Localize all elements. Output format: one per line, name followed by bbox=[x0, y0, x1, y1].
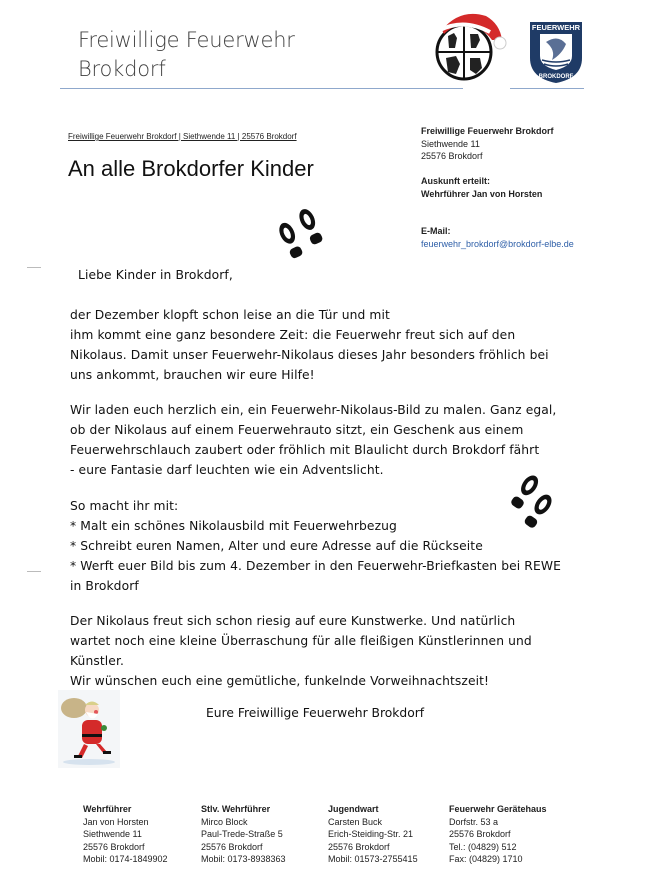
paragraph-line: Wir wünschen euch eine gemütliche, funkelnde Vorweihnachtszeit! bbox=[70, 674, 490, 688]
footer-column-title: Feuerwehr Gerätehaus bbox=[449, 804, 547, 814]
footer-line: 25576 Brokdorf bbox=[83, 841, 145, 852]
santa-illustration-icon bbox=[58, 690, 120, 768]
paragraph-line: Feuerwehrschlauch zaubert oder fröhlich mit Blaulicht durch Brokdorf fährt bbox=[70, 443, 540, 457]
footer-line: Siethwende 11 bbox=[83, 829, 142, 839]
instruction-item: * Malt ein schönes Nikolausbild mit Feuerwehrbezug bbox=[70, 519, 397, 533]
footer-column-title: Jugendwart bbox=[328, 804, 379, 814]
contact-org: Freiwillige Feuerwehr Brokdorf bbox=[421, 126, 554, 136]
brokdorf-coat-of-arms-icon bbox=[528, 20, 584, 84]
contact-email-label: E-Mail: bbox=[421, 226, 451, 236]
instructions-heading: So macht ihr mit: bbox=[70, 499, 179, 513]
organization-name-line1: Freiwillige Feuerwehr bbox=[78, 28, 295, 52]
footer-column-geraetehaus bbox=[449, 803, 547, 866]
footer-line: Dorfstr. 53 a bbox=[449, 816, 499, 827]
organization-name bbox=[78, 26, 295, 84]
contact-email-link[interactable]: feuerwehr_brokdorf@brokdorf-elbe.de bbox=[421, 238, 574, 249]
footer-line: Jan von Horsten bbox=[83, 816, 149, 827]
paragraph-line: Der Nikolaus freut sich schon riesig auf eure Kunstwerke. Und natürlich bbox=[70, 614, 516, 628]
footer-fax: Fax: (04829) 1710 bbox=[449, 854, 523, 864]
paragraph-line: Künstler. bbox=[70, 654, 124, 668]
paragraph-line: Nikolaus. Damit unser Feuerwehr-Nikolaus dieses Jahr besonders fröhlich bei bbox=[70, 348, 549, 362]
footer-phone: Mobil: 01573-2755415 bbox=[328, 854, 418, 864]
contact-block bbox=[421, 125, 641, 250]
coat-of-arms-label-bottom: BROKDORF bbox=[538, 74, 574, 80]
footprints-icon bbox=[270, 208, 340, 263]
letter-title: An alle Brokdorfer Kinder bbox=[68, 156, 314, 181]
footer-column-title: Wehrführer bbox=[83, 804, 132, 814]
contact-info-label: Auskunft erteilt: bbox=[421, 176, 491, 186]
paragraph-intro bbox=[70, 305, 549, 385]
footer-column-jugendwart bbox=[328, 803, 418, 866]
instruction-item-continued: in Brokdorf bbox=[70, 579, 139, 593]
footer-line: Paul-Trede-Straße 5 bbox=[201, 829, 283, 839]
paragraph-line: Wir laden euch herzlich ein, ein Feuerwehr-Nikolaus-Bild zu malen. Ganz egal, bbox=[70, 403, 557, 417]
footer-line: Carsten Buck bbox=[328, 816, 383, 827]
instruction-item: * Schreibt euren Namen, Alter und eure Adresse auf die Rückseite bbox=[70, 539, 483, 553]
paragraph-line: wartet noch eine kleine Überraschung für alle fleißigen Künstlerinnen und bbox=[70, 634, 532, 648]
footer-line: 25576 Brokdorf bbox=[201, 841, 263, 852]
paragraph-line: ihm kommt eine ganz besondere Zeit: die Feuerwehr freut sich auf den bbox=[70, 328, 516, 342]
footer-line: Erich-Steiding-Str. 21 bbox=[328, 829, 414, 839]
paragraph-line: ob der Nikolaus auf einem Feuerwehrauto sitzt, ein Geschenk aus einem bbox=[70, 423, 524, 437]
footer-column-title: Stlv. Wehrführer bbox=[201, 804, 271, 814]
greeting: Liebe Kinder in Brokdorf, bbox=[78, 268, 233, 282]
footer-column-wehrfuehrer bbox=[83, 803, 168, 866]
footer-phone: Mobil: 0173-8938363 bbox=[201, 854, 286, 864]
paragraph-invitation bbox=[70, 400, 556, 480]
fire-brigade-emblem-icon bbox=[430, 6, 512, 84]
fold-mark-top bbox=[27, 267, 41, 268]
footer-line: 25576 Brokdorf bbox=[449, 829, 511, 839]
paragraph-line: der Dezember klopft schon leise an die Tür und mit bbox=[70, 308, 390, 322]
footer-phone: Mobil: 0174-1849902 bbox=[83, 854, 168, 864]
sender-address-line: Freiwillige Feuerwehr Brokdorf | Siethwende 11 | 25576 Brokdorf bbox=[68, 132, 297, 141]
contact-street: Siethwende 11 bbox=[421, 138, 480, 149]
footer-column-stlv-wehrfuehrer bbox=[201, 803, 286, 866]
header-divider bbox=[60, 88, 463, 89]
signature: Eure Freiwillige Feuerwehr Brokdorf bbox=[206, 706, 425, 720]
paragraph-closing bbox=[70, 611, 532, 691]
organization-name-line2: Brokdorf bbox=[78, 57, 166, 81]
footer-line: 25576 Brokdorf bbox=[328, 841, 390, 852]
header-divider-right bbox=[510, 88, 584, 89]
paragraph-line: - eure Fantasie darf leuchten wie ein Adventslicht. bbox=[70, 463, 384, 477]
paragraph-line: uns ankommt, brauchen wir eure Hilfe! bbox=[70, 368, 315, 382]
paragraph-instructions bbox=[70, 496, 561, 596]
fold-mark-bottom bbox=[27, 571, 41, 572]
contact-city: 25576 Brokdorf bbox=[421, 151, 483, 161]
contact-info-person: Wehrführer Jan von Horsten bbox=[421, 188, 543, 199]
coat-of-arms-label-top: FEUERWEHR bbox=[531, 23, 581, 32]
instruction-item: * Werft euer Bild bis zum 4. Dezember in den Feuerwehr-Briefkasten bei REWE bbox=[70, 559, 561, 573]
footer-line: Mirco Block bbox=[201, 816, 248, 827]
footer-phone: Tel.: (04829) 512 bbox=[449, 841, 517, 852]
